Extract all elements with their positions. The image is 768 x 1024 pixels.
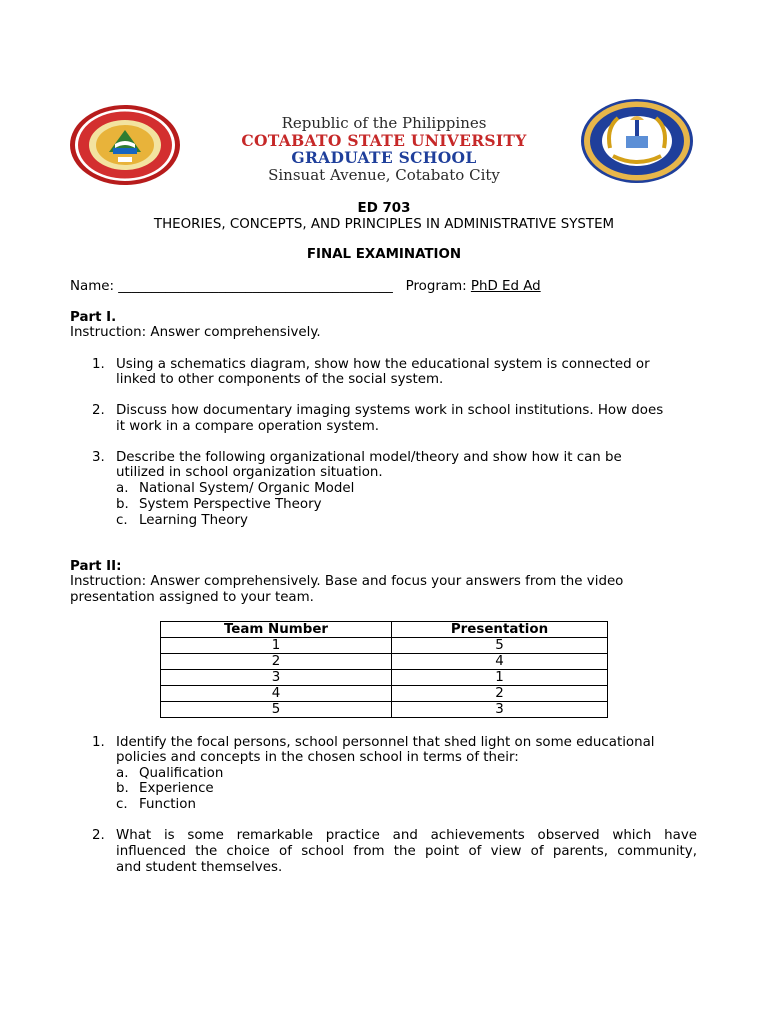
table-row: 2 4: [161, 654, 608, 670]
part2-heading: Part II:: [70, 559, 122, 574]
table-row: 5 3: [161, 702, 608, 718]
letterhead-address: Sinsuat Avenue, Cotabato City: [268, 166, 500, 184]
table-header-team: Team Number: [161, 622, 392, 638]
team-presentation-table: [160, 621, 608, 718]
part2-instruction-line2: presentation assigned to your team.: [70, 590, 314, 605]
course-code: ED 703: [357, 201, 411, 216]
course-title: THEORIES, CONCEPTS, AND PRINCIPLES IN ADMINISTRATIVE SYSTEM: [153, 217, 615, 232]
part1-instruction: Instruction: Answer comprehensively.: [70, 325, 321, 340]
name-program-line: [70, 279, 541, 294]
program-value: PhD Ed Ad: [470, 279, 541, 294]
table-header-presentation: Presentation: [391, 622, 607, 638]
table-header-row: [161, 622, 608, 638]
part1-heading: Part I.: [70, 310, 117, 325]
letterhead-university: COTABATO STATE UNIVERSITY: [241, 131, 527, 150]
letterhead-graduate-school: GRADUATE SCHOOL: [291, 148, 477, 167]
name-blank: _________________________________________: [118, 279, 393, 294]
part2-instruction-line1: Instruction: Answer comprehensively. Base and focus your answers from the video: [70, 574, 624, 589]
table-row: 4 2: [161, 686, 608, 702]
table-row: 1 5: [161, 638, 608, 654]
table-row: 3 1: [161, 670, 608, 686]
letterhead-republic: Republic of the Philippines: [281, 114, 487, 132]
program-label: Program:: [405, 279, 467, 294]
name-label: Name:: [70, 279, 115, 294]
letterhead: [0, 114, 768, 184]
exam-title: FINAL EXAMINATION: [306, 247, 462, 262]
